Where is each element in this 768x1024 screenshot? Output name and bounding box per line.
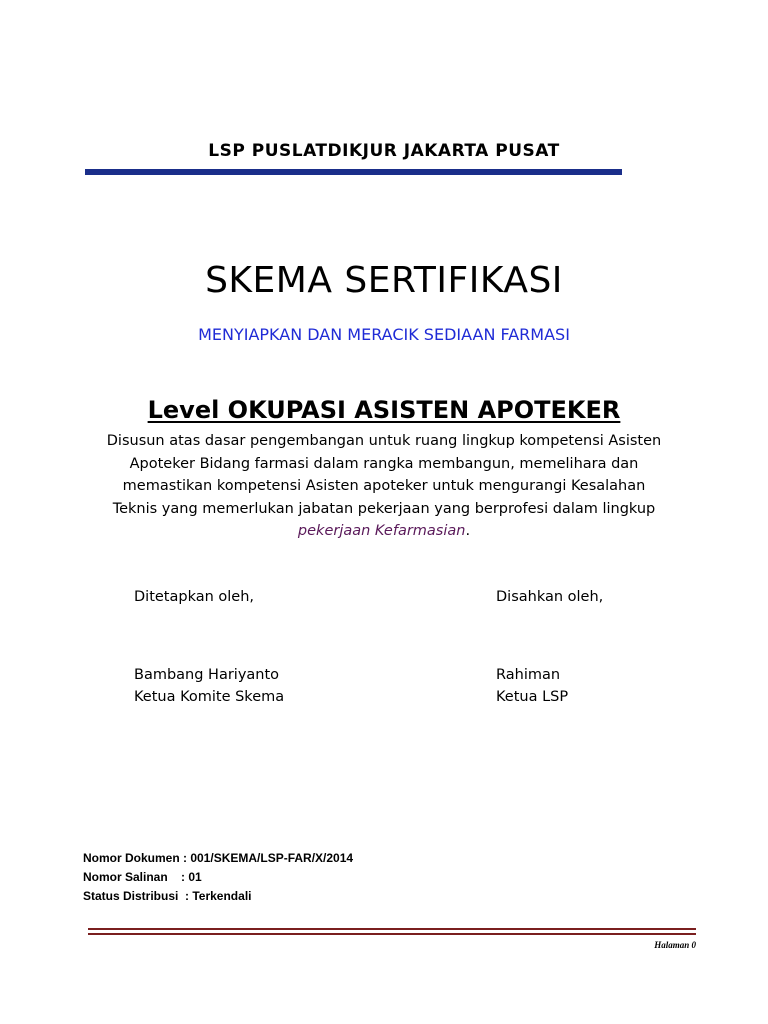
intro-text: Disusun atas dasar pengembangan untuk ruang lingkup kompetensi Asisten Apoteker Bidang farmasi dalam rangka membangun, memelihara dan memastikan kompetensi Asisten apoteker untuk mengurangi Kesalahan Teknis yang memerlukan jabatan pekerjaan yang berprofesi dalam lingkup xyxy=(106,433,662,517)
intro-italic-text: pekerjaan Kefarmasian xyxy=(297,523,466,539)
copy-number: Nomor Salinan : 01 xyxy=(83,870,202,884)
right-signer-role: Ketua LSP xyxy=(496,689,569,705)
organization-title: LSP PUSLATDIKJUR JAKARTA PUSAT xyxy=(208,141,560,161)
distribution-status: Status Distribusi : Terkendali xyxy=(83,889,252,903)
intro-paragraph xyxy=(100,430,668,543)
header-divider xyxy=(85,169,622,175)
footer-divider-top xyxy=(88,928,696,930)
page-number: Halaman 0 xyxy=(654,940,696,950)
document-number: Nomor Dokumen : 001/SKEMA/LSP-FAR/X/2014 xyxy=(83,851,354,865)
right-signer-name: Rahiman xyxy=(496,667,561,683)
intro-end: . xyxy=(465,523,471,539)
left-signer-role: Ketua Komite Skema xyxy=(134,689,285,705)
left-signature-label: Ditetapkan oleh, xyxy=(134,589,255,605)
footer-divider-bottom xyxy=(88,933,696,935)
document-subtitle: MENYIAPKAN DAN MERACIK SEDIAAN FARMASI xyxy=(198,325,570,344)
right-signature-label: Disahkan oleh, xyxy=(496,589,604,605)
document-title: SKEMA SERTIFIKASI xyxy=(205,260,563,301)
left-signer-name: Bambang Hariyanto xyxy=(134,667,280,683)
level-heading: Level OKUPASI ASISTEN APOTEKER xyxy=(147,396,621,424)
